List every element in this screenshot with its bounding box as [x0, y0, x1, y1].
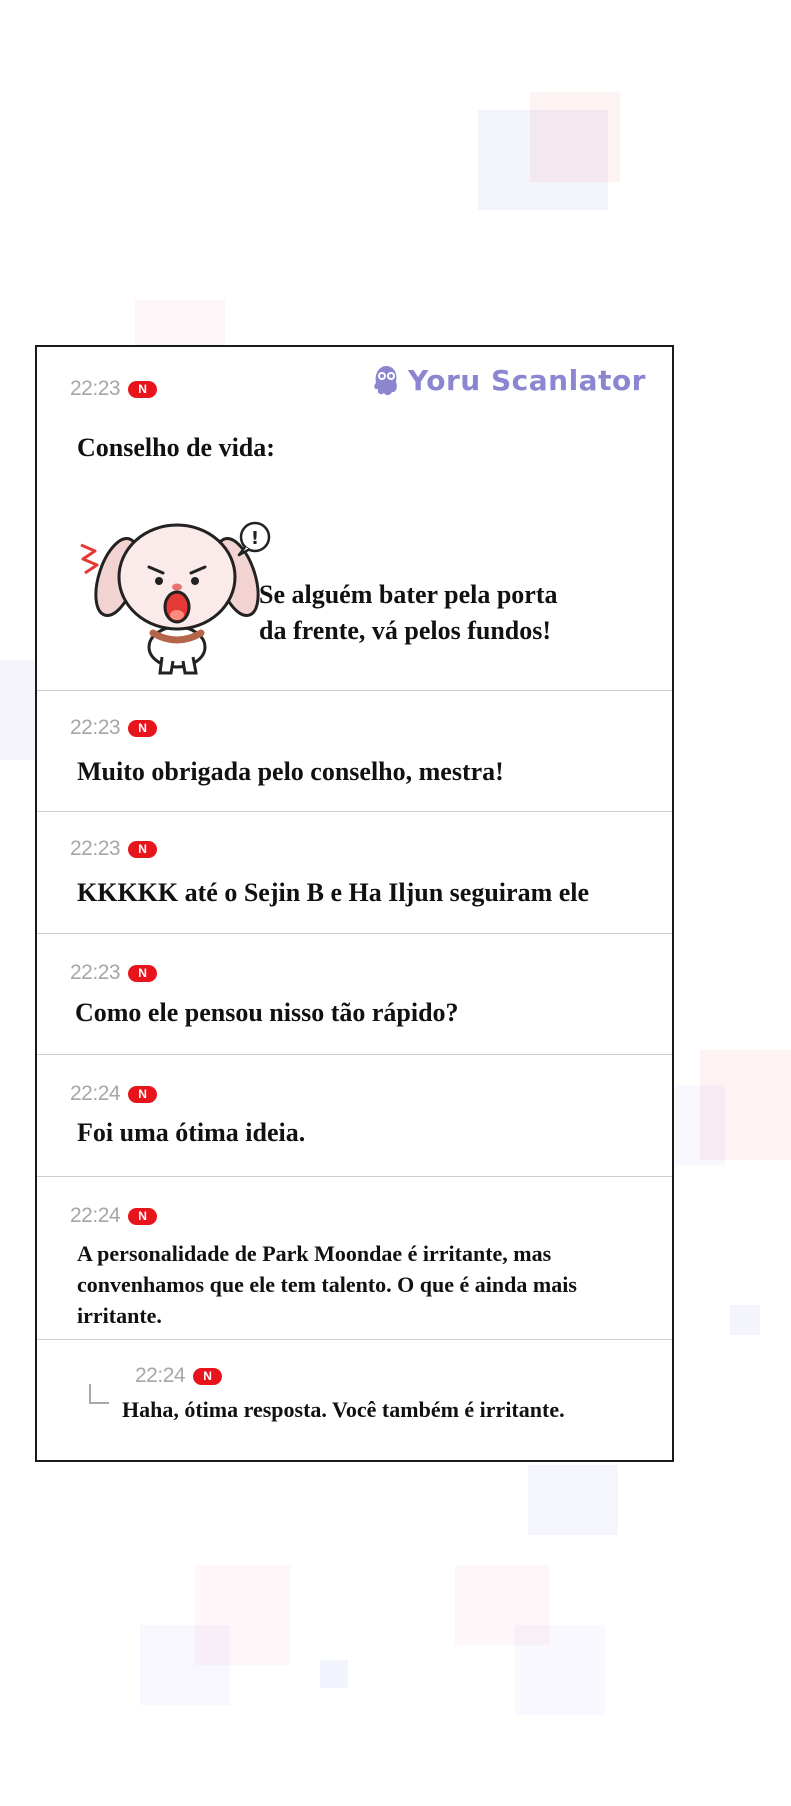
bg-pixel: [515, 1625, 605, 1715]
new-badge: N: [128, 1086, 157, 1103]
comment-post: [37, 812, 672, 934]
comment-reply: [37, 1340, 672, 1442]
post-timestamp: 22:23: [70, 716, 121, 739]
reply-meta: [135, 1364, 222, 1388]
new-badge: N: [128, 841, 157, 858]
brand-name: Yoru Scanlator: [408, 363, 646, 397]
bg-pixel: [320, 1660, 348, 1688]
new-badge: N: [193, 1368, 222, 1385]
post-meta: [70, 377, 157, 401]
comment-post: [37, 1055, 672, 1177]
reply-text: Haha, ótima resposta. Você também é irritante.: [122, 1397, 565, 1422]
bg-pixel: [530, 92, 620, 182]
comment-post: [37, 1177, 672, 1340]
post-text: KKKKK até o Sejin B e Ha Iljun seguiram ele: [77, 878, 590, 907]
reply-timestamp: 22:24: [135, 1364, 186, 1387]
bg-pixel: [135, 300, 225, 350]
post-text: [77, 1238, 577, 1331]
bg-pixel: [675, 1085, 725, 1165]
comment-post: [37, 934, 672, 1055]
bg-pixel: [528, 1465, 618, 1535]
new-badge: N: [128, 720, 157, 737]
post-body-line: Se alguém bater pela porta: [259, 580, 558, 609]
post-timestamp: 22:23: [70, 377, 121, 400]
post-timestamp: 22:23: [70, 961, 121, 984]
post-body-line: da frente, vá pelos fundos!: [259, 616, 552, 645]
shouting-puppy-sticker: [67, 515, 277, 675]
post-body: [259, 577, 558, 649]
bg-pixel: [730, 1305, 760, 1335]
post-meta: [70, 716, 157, 740]
post-text-line: convenhamos que ele tem talento. O que é ainda mais: [77, 1272, 577, 1297]
post-text: Muito obrigada pelo conselho, mestra!: [77, 757, 504, 786]
ghost-logo-icon: [370, 363, 402, 397]
post-timestamp: 22:24: [70, 1204, 121, 1227]
post-text: Foi uma ótima ideia.: [77, 1118, 306, 1147]
reply-arrow-icon: [89, 1384, 109, 1404]
post-meta: [70, 837, 157, 861]
comment-post: [37, 691, 672, 812]
post-timestamp: 22:23: [70, 837, 121, 860]
post-meta: [70, 1082, 157, 1106]
new-badge: N: [128, 965, 157, 982]
watermark: [370, 363, 646, 397]
bg-pixel: [140, 1625, 230, 1705]
post-meta: [70, 1204, 157, 1228]
bg-pixel: [0, 660, 35, 760]
post-text-line: A personalidade de Park Moondae é irritante, mas: [77, 1241, 552, 1266]
exclamation-icon: !: [250, 528, 260, 549]
post-meta: [70, 961, 157, 985]
post-title: Conselho de vida:: [77, 433, 275, 462]
comment-panel: [35, 345, 674, 1462]
post-text: Como ele pensou nisso tão rápido?: [75, 998, 459, 1027]
new-badge: N: [128, 381, 157, 398]
comment-post: [37, 347, 672, 691]
post-timestamp: 22:24: [70, 1082, 121, 1105]
new-badge: N: [128, 1208, 157, 1225]
post-text-line: irritante.: [77, 1303, 162, 1328]
